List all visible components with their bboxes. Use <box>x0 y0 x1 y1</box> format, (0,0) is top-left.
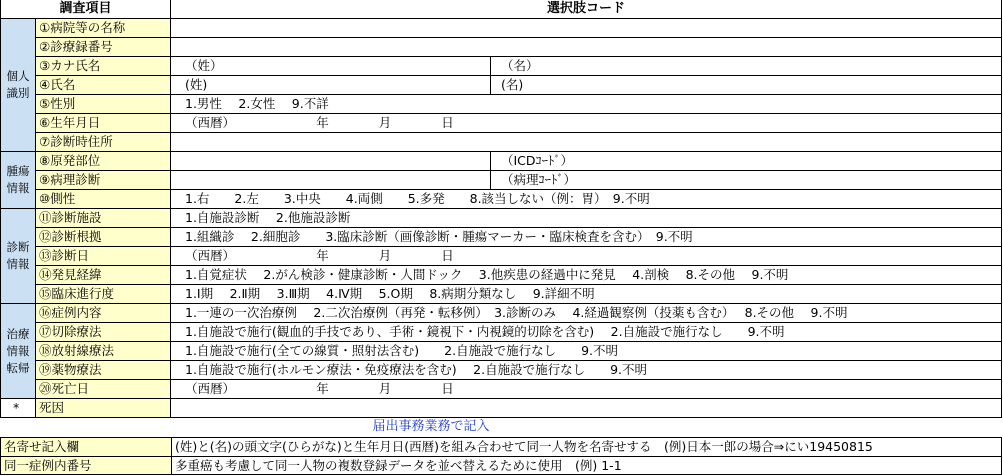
footer-value-case-number: 多重癌も考慮して同一人物の複数登録データを並べ替えるために使用 (例) 1-1 <box>171 456 1002 475</box>
row-item-label: 死因 <box>36 399 171 418</box>
footer-value-nayose: (姓)と(名)の頭文字(ひらがな)と生年月日(西暦)を組み合わせて同一人物を名寄せする (例)日本一郎の場合⇒にい19450815 <box>171 437 1002 456</box>
group-tumor <box>0 152 36 209</box>
header-code-column: 選択肢コード <box>171 0 1002 19</box>
row-item-label: ⑨病理診断 <box>36 171 171 190</box>
row-code-value: 1.自施設で施行(観血的手技であり、手術・鏡視下・内視鏡的切除を含む) 2.自施設で施行なし 9.不明 <box>171 323 1002 342</box>
row-code-value: (姓) <box>171 76 491 95</box>
group-diagnosis-line1: 診断 <box>6 240 30 254</box>
row-item-label: ⑰切除療法 <box>36 323 171 342</box>
group-treatment-line1: 治療 <box>6 326 30 341</box>
row-item-label: ⑲薬物療法 <box>36 361 171 380</box>
row-item-label: ②診療録番号 <box>36 38 171 57</box>
group-diagnosis-line2: 情報 <box>6 257 30 271</box>
group-personal <box>0 19 36 152</box>
group-asterisk: * <box>0 399 36 418</box>
row-item-label: ⑬診断日 <box>36 247 171 266</box>
row-code-value: 1.自施設で施行(ホルモン療法・免疫療法を含む) 2.自施設で施行なし 9.不明 <box>171 361 1002 380</box>
row-item-label: ③カナ氏名 <box>36 57 171 76</box>
footer-label-case-number: 同一症例内番号 <box>0 456 171 475</box>
row-item-label: ①病院等の名称 <box>36 19 171 38</box>
row-code-value <box>171 152 491 171</box>
row-code-value: 1.組織診 2.細胞診 3.臨床診断（画像診断・腫瘍マーカー・臨床検査を含む） 9.不明 <box>171 228 1002 247</box>
row-code-value: 1.Ⅰ期 2.Ⅱ期 3.Ⅲ期 4.Ⅳ期 5.O期 8.病期分類なし 9.詳細不明 <box>171 285 1002 304</box>
row-item-label: ⑫診断根拠 <box>36 228 171 247</box>
row-code-value <box>171 171 491 190</box>
row-item-label: ⑧原発部位 <box>36 152 171 171</box>
row-code-value: 1.自施設で施行(全ての線質・照射法含む) 2.自施設で施行なし 9.不明 <box>171 342 1002 361</box>
row-item-label: ⑭発見経緯 <box>36 266 171 285</box>
row-code-value <box>171 133 1002 152</box>
group-tumor-line2: 情報 <box>6 181 30 195</box>
group-treatment-line2: 情報 <box>6 343 30 358</box>
row-code-value: 1.男性 2.女性 9.不詳 <box>171 95 1002 114</box>
registration-note: 届出事務業務で記入 <box>372 419 490 434</box>
row-item-label: ⑩側性 <box>36 190 171 209</box>
footer-label-nayose: 名寄せ記入欄 <box>0 437 171 456</box>
row-code-value-secondary: (名) <box>491 76 1002 95</box>
group-tumor-line1: 腫瘍 <box>6 164 30 178</box>
row-code-value-secondary: （ICDｺｰﾄﾞ） <box>491 152 1002 171</box>
group-personal-line1: 個人 <box>6 69 30 83</box>
group-personal-line2: 識別 <box>6 86 30 100</box>
row-code-value: 1.右 2.左 3.中央 4.両側 5.多発 8.該当しない（例：胃） 9.不明 <box>171 190 1002 209</box>
row-code-value: 1.自施設診断 2.他施設診断 <box>171 209 1002 228</box>
row-item-label: ⑪診断施設 <box>36 209 171 228</box>
row-code-value <box>171 399 1002 418</box>
row-code-value: 1.自覚症状 2.がん検診・健康診断・人間ドック 3.他疾患の経過中に発見 4.剖検 8.その他 9.不明 <box>171 266 1002 285</box>
row-item-label: ⑥生年月日 <box>36 114 171 133</box>
row-item-label: ⑳死亡日 <box>36 380 171 399</box>
row-item-label: ⑱放射線療法 <box>36 342 171 361</box>
row-code-value: （西暦） 年 月 日 <box>171 380 1002 399</box>
row-code-value-secondary: （名） <box>491 57 1002 76</box>
row-item-label: ⑦診断時住所 <box>36 133 171 152</box>
header-item-column: 調査項目 <box>0 0 171 19</box>
row-code-value <box>171 19 1002 38</box>
group-treatment <box>0 304 36 399</box>
row-code-value: 1.一連の一次治療例 2.二次治療例（再発・転移例） 3.診断のみ 4.経過観察例（投薬も含む） 8.その他 9.不明 <box>171 304 1002 323</box>
row-code-value: （姓） <box>171 57 491 76</box>
row-code-value: （西暦） 年 月 日 <box>171 114 1002 133</box>
row-code-value: （西暦） 年 月 日 <box>171 247 1002 266</box>
group-treatment-line3: 転帰 <box>6 360 30 375</box>
row-item-label: ⑤性別 <box>36 95 171 114</box>
row-code-value <box>171 38 1002 57</box>
row-item-label: ⑮臨床進行度 <box>36 285 171 304</box>
group-diagnosis <box>0 209 36 304</box>
row-item-label: ⑯症例内容 <box>36 304 171 323</box>
row-code-value-secondary: （病理ｺｰﾄﾞ） <box>491 171 1002 190</box>
row-item-label: ④氏名 <box>36 76 171 95</box>
